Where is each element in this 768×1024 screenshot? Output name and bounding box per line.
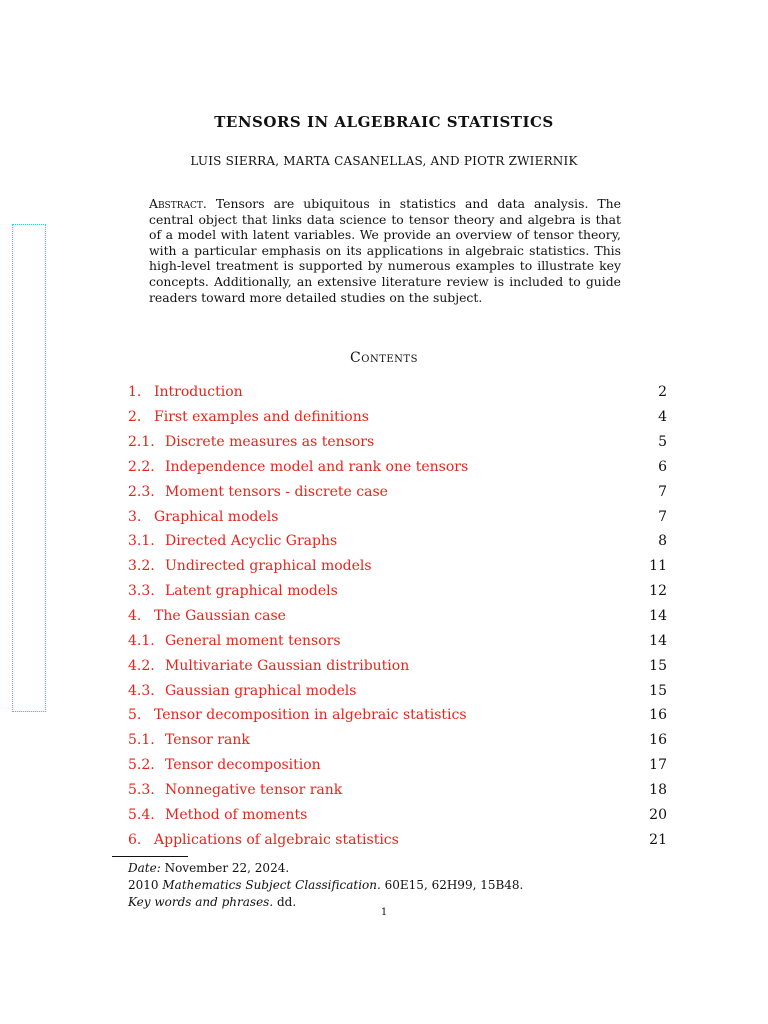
toc-entry[interactable] — [128, 628, 667, 653]
toc-entry[interactable] — [128, 554, 667, 579]
toc-entry[interactable] — [128, 728, 667, 753]
toc-entry-page: 7 — [658, 483, 667, 500]
toc-entry[interactable] — [128, 703, 667, 728]
toc-entry[interactable] — [128, 405, 667, 430]
toc-entry-title[interactable]: Discrete measures as tensors — [165, 434, 375, 451]
toc-entry-title[interactable]: Independence model and rank one tensors — [165, 458, 469, 475]
toc-entry-title[interactable]: Gaussian graphical models — [165, 682, 357, 699]
toc-entry-number[interactable]: 5.4. — [128, 806, 155, 823]
toc-entry-title[interactable]: Latent graphical models — [165, 583, 338, 600]
footnote-msc — [128, 877, 688, 894]
footnote-rule — [112, 856, 188, 857]
toc-entry-number[interactable]: 2. — [128, 409, 142, 426]
abstract — [149, 196, 621, 305]
toc-entry-number[interactable]: 4.3. — [128, 682, 155, 699]
msc-value: 60E15, 62H99, 15B48. — [384, 878, 524, 892]
toc-entry-page: 20 — [649, 806, 667, 823]
toc-entry-number[interactable]: 4.1. — [128, 632, 155, 649]
toc-entry-number[interactable]: 5.1. — [128, 732, 155, 749]
abstract-text: Tensors are ubiquitous in statistics and data analysis. The central object that links data science to tensor theory and algebra is that of a model with latent variables. We provide an overview of tensor theory, with a particular emphasis on its applications in algebraic statistics. This high-level treatment is supported by numerous examples to illustrate key concepts. Additionally, an extensive literature review is included to guide readers toward more detailed studies on the subject. — [149, 196, 621, 305]
toc-entry-number[interactable]: 3. — [128, 508, 142, 525]
toc-entry-page: 2 — [658, 384, 667, 401]
toc-entry-number[interactable]: 3.2. — [128, 558, 155, 575]
table-of-contents — [128, 380, 667, 852]
toc-entry-page: 11 — [649, 558, 667, 575]
toc-entry-title[interactable]: Graphical models — [154, 508, 279, 525]
toc-entry-title[interactable]: Undirected graphical models — [165, 558, 372, 575]
toc-entry-page: 21 — [649, 831, 667, 848]
toc-entry-number[interactable]: 4.2. — [128, 657, 155, 674]
toc-entry-page: 17 — [649, 757, 667, 774]
toc-entry-title[interactable]: Tensor rank — [165, 732, 250, 749]
toc-entry-number[interactable]: 3.1. — [128, 533, 155, 550]
toc-entry-page: 7 — [658, 508, 667, 525]
page-number: 1 — [380, 907, 388, 918]
toc-entry-title[interactable]: General moment tensors — [165, 632, 341, 649]
toc-entry-title[interactable]: Directed Acyclic Graphs — [165, 533, 338, 550]
toc-entry-number[interactable]: 5. — [128, 707, 142, 724]
toc-entry-page: 16 — [649, 732, 667, 749]
toc-entry-title[interactable]: Nonnegative tensor rank — [165, 781, 343, 798]
toc-entry-number[interactable]: 3.3. — [128, 583, 155, 600]
toc-entry[interactable] — [128, 529, 667, 554]
toc-entry[interactable] — [128, 579, 667, 604]
toc-entry[interactable] — [128, 802, 667, 827]
toc-entry-number[interactable]: 5.2. — [128, 757, 155, 774]
footnotes — [128, 860, 688, 911]
msc-label: Mathematics Subject Classification. — [162, 878, 381, 892]
toc-entry[interactable] — [128, 753, 667, 778]
keywords-label: Key words and phrases. — [128, 895, 274, 909]
toc-entry-page: 15 — [649, 657, 667, 674]
toc-entry-page: 6 — [658, 458, 667, 475]
toc-entry[interactable] — [128, 479, 667, 504]
toc-entry-page: 16 — [649, 707, 667, 724]
toc-entry-page: 8 — [658, 533, 667, 550]
toc-entry-number[interactable]: 2.3. — [128, 483, 155, 500]
toc-entry-title[interactable]: Tensor decomposition in algebraic statistics — [154, 707, 467, 724]
toc-entry[interactable] — [128, 430, 667, 455]
toc-entry-title[interactable]: Introduction — [154, 384, 243, 401]
abstract-label: Abstract. — [149, 196, 207, 211]
date-value: November 22, 2024. — [164, 861, 290, 875]
footnote-date — [128, 860, 688, 877]
toc-entry-title[interactable]: Tensor decomposition — [165, 757, 321, 774]
paper-authors: LUIS SIERRA, MARTA CASANELLAS, AND PIOTR ZWIERNIK — [190, 154, 578, 168]
toc-entry-title[interactable]: Moment tensors - discrete case — [165, 483, 388, 500]
toc-entry-title[interactable]: Method of moments — [165, 806, 308, 823]
toc-entry[interactable] — [128, 678, 667, 703]
toc-entry-number[interactable]: 2.1. — [128, 434, 155, 451]
toc-entry-page: 4 — [658, 409, 667, 426]
toc-entry-page: 15 — [649, 682, 667, 699]
toc-entry-page: 12 — [649, 583, 667, 600]
toc-entry-page: 14 — [649, 632, 667, 649]
toc-entry-title[interactable]: The Gaussian case — [154, 608, 286, 625]
toc-entry-page: 14 — [649, 608, 667, 625]
toc-entry[interactable] — [128, 778, 667, 803]
toc-entry-page: 18 — [649, 781, 667, 798]
paper-title: TENSORS IN ALGEBRAIC STATISTICS — [214, 113, 554, 131]
toc-entry-title[interactable]: Multivariate Gaussian distribution — [165, 657, 410, 674]
toc-entry-number[interactable]: 5.3. — [128, 781, 155, 798]
hyperlink-box[interactable] — [12, 224, 46, 712]
toc-entry-title[interactable]: First examples and definitions — [154, 409, 369, 426]
keywords-value: dd. — [276, 895, 297, 909]
toc-entry-number[interactable]: 6. — [128, 831, 142, 848]
toc-entry[interactable] — [128, 380, 667, 405]
toc-entry-number[interactable]: 1. — [128, 384, 142, 401]
toc-entry[interactable] — [128, 604, 667, 629]
toc-entry[interactable] — [128, 504, 667, 529]
toc-entry-number[interactable]: 2.2. — [128, 458, 155, 475]
toc-entry[interactable] — [128, 827, 667, 852]
toc-entry-title[interactable]: Applications of algebraic statistics — [154, 831, 399, 848]
date-label: Date: — [128, 861, 161, 875]
toc-entry[interactable] — [128, 455, 667, 480]
toc-entry[interactable] — [128, 653, 667, 678]
toc-entry-page: 5 — [658, 434, 667, 451]
contents-heading: Contents — [350, 350, 418, 366]
msc-prefix: 2010 — [128, 878, 159, 892]
toc-entry-number[interactable]: 4. — [128, 608, 142, 625]
